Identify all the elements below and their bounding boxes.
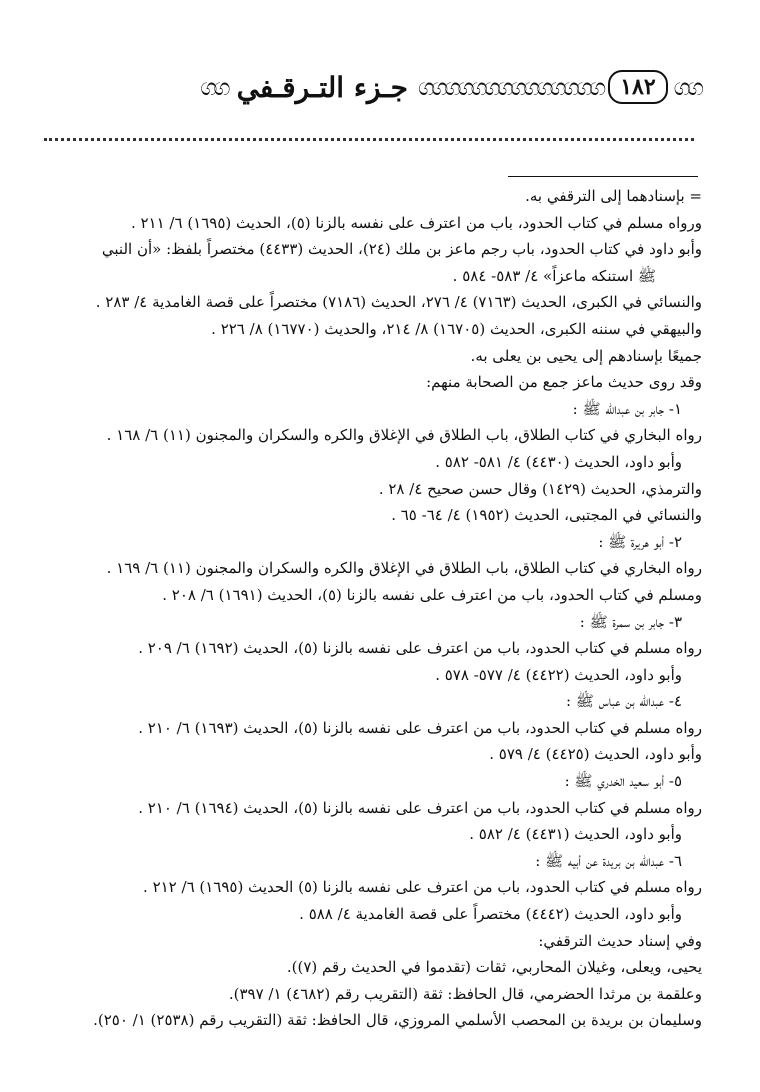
- text-line: والنسائي في المجتبى، الحديث (١٩٥٢) ٤/ ٦٤- ٦٥ .: [391, 506, 702, 525]
- text-line: رواه مسلم في كتاب الحدود، باب من اعترف على نفسه بالزنا (٥)، الحديث (١٦٩٢) ٦/ ٢٠٩ .: [138, 639, 702, 658]
- ornament-right: ගග: [673, 73, 700, 101]
- text-line: وأبو داود، الحديث (٤٤٣١) ٤/ ٥٨٢ .: [469, 825, 682, 844]
- text-line: ومسلم في كتاب الحدود، باب من اعترف على نفسه بالزنا (٥)، الحديث (١٦٩١) ٦/ ٢٠٨ .: [162, 585, 702, 604]
- text-line: وأبو داود، الحديث (٤٤٤٢) مختصراً على قصة الغامدية ٤/ ٥٨٨ .: [299, 905, 682, 924]
- list-heading: ٤- عبدالله بن عباس ﷺ :: [565, 692, 682, 711]
- page-number: ١٨٢: [608, 70, 667, 104]
- footnote-rule: [508, 176, 698, 177]
- text-line: جميعًا بإسنادهم إلى يحيى بن يعلى به.: [470, 346, 702, 365]
- text-line: رواه مسلم في كتاب الحدود، باب من اعترف على نفسه بالزنا (٥)، الحديث (١٦٩٣) ٦/ ٢١٠ .: [138, 718, 702, 737]
- book-title: جـزء التـرقـفي: [236, 70, 408, 104]
- text-line: والبيهقي في سننه الكبرى، الحديث (١٦٧٠٥) ٨/ ٢١٤، والحديث (١٦٧٧٠) ٨/ ٢٢٦ .: [211, 319, 702, 338]
- text-line: وفي إسناد حديث الترقفي:: [538, 931, 702, 950]
- text-line: وأبو داود، الحديث (٤٤٢٥) ٤/ ٥٧٩ .: [489, 745, 702, 764]
- text-line: رواه مسلم في كتاب الحدود، باب من اعترف على نفسه بالزنا (٥) الحديث (١٦٩٥) ٦/ ٢١٢ .: [143, 878, 702, 897]
- text-line: وقد روى حديث ماعز جمع من الصحابة منهم:: [426, 373, 702, 392]
- text-line: وعلقمة بن مرثدا الحضرمي، قال الحافظ: ثقة (التقريب رقم (٤٦٨٢) ١/ ٣٩٧).: [228, 984, 702, 1003]
- text-line: والنسائي في الكبرى، الحديث (٧١٦٣) ٤/ ٢٧٦، الحديث (٧١٨٦) مختصراً على قصة الغامدية ٤/ ٢٨٣ .: [95, 293, 702, 312]
- text-line: = بإسنادهما إلى الترقفي به.: [525, 187, 702, 205]
- ornament-left: ගග: [200, 73, 227, 101]
- header-dotted-divider: [44, 138, 694, 141]
- text-line: وأبو داود في كتاب الحدود، باب رجم ماعز بن ملك (٢٤)، الحديث (٤٤٣٣) مختصراً بلفظ: «أن النبي: [101, 240, 702, 259]
- text-line: ﷺ استنكه ماعزاً» ٤/ ٥٨٣- ٥٨٤ .: [452, 266, 656, 285]
- text-line: رواه البخاري في كتاب الطلاق، باب الطلاق في الإغلاق والكره والسكران والمجنون (١١) ٦/ ١٦٨ .: [106, 426, 702, 445]
- ornament-middle: ගගගගගගගගගගගගගග: [417, 73, 603, 101]
- text-line: والترمذي، الحديث (١٤٢٩) وقال حسن صحيح ٤/ ٢٨ .: [378, 479, 702, 498]
- text-line: رواه البخاري في كتاب الطلاق، باب الطلاق في الإغلاق والكره والسكران والمجنون (١١) ٦/ ١٦٩ .: [106, 559, 702, 578]
- page-body: [40, 183, 702, 1034]
- text-line: وأبو داود، الحديث (٤٤٢٢) ٤/ ٥٧٧- ٥٧٨ .: [435, 665, 682, 684]
- text-line: وأبو داود، الحديث (٤٤٣٠) ٤/ ٥٨١- ٥٨٢ .: [435, 452, 682, 471]
- list-heading: ٦- عبدالله بن بريدة عن أبيه ﷺ :: [535, 851, 682, 870]
- list-heading: ١- جابر بن عبدالله ﷺ :: [572, 399, 682, 418]
- text-line: رواه مسلم في كتاب الحدود، باب من اعترف على نفسه بالزنا (٥)، الحديث (١٦٩٤) ٦/ ٢١٠ .: [138, 798, 702, 817]
- list-heading: ٢- أبو هريرة ﷺ :: [598, 532, 682, 551]
- list-heading: ٣- جابر بن سمرة ﷺ :: [579, 612, 682, 631]
- text-line: يحيى، ويعلى، وغيلان المحاربي، ثقات (تقدموا في الحديث رقم (٧)).: [286, 958, 702, 977]
- list-heading: ٥- أبو سعيد الخدري ﷺ :: [564, 772, 682, 791]
- text-line: وسليمان بن بريدة بن المحصب الأسلمي المروزي، قال الحافظ: ثقة (التقريب رقم (٢٥٣٨) ١/ ٢٥٠).: [93, 1011, 702, 1030]
- text-line: ورواه مسلم في كتاب الحدود، باب من اعترف على نفسه بالزنا (٥)، الحديث (١٦٩٥) ٦/ ٢١١ .: [130, 213, 702, 232]
- page-header: [28, 62, 700, 112]
